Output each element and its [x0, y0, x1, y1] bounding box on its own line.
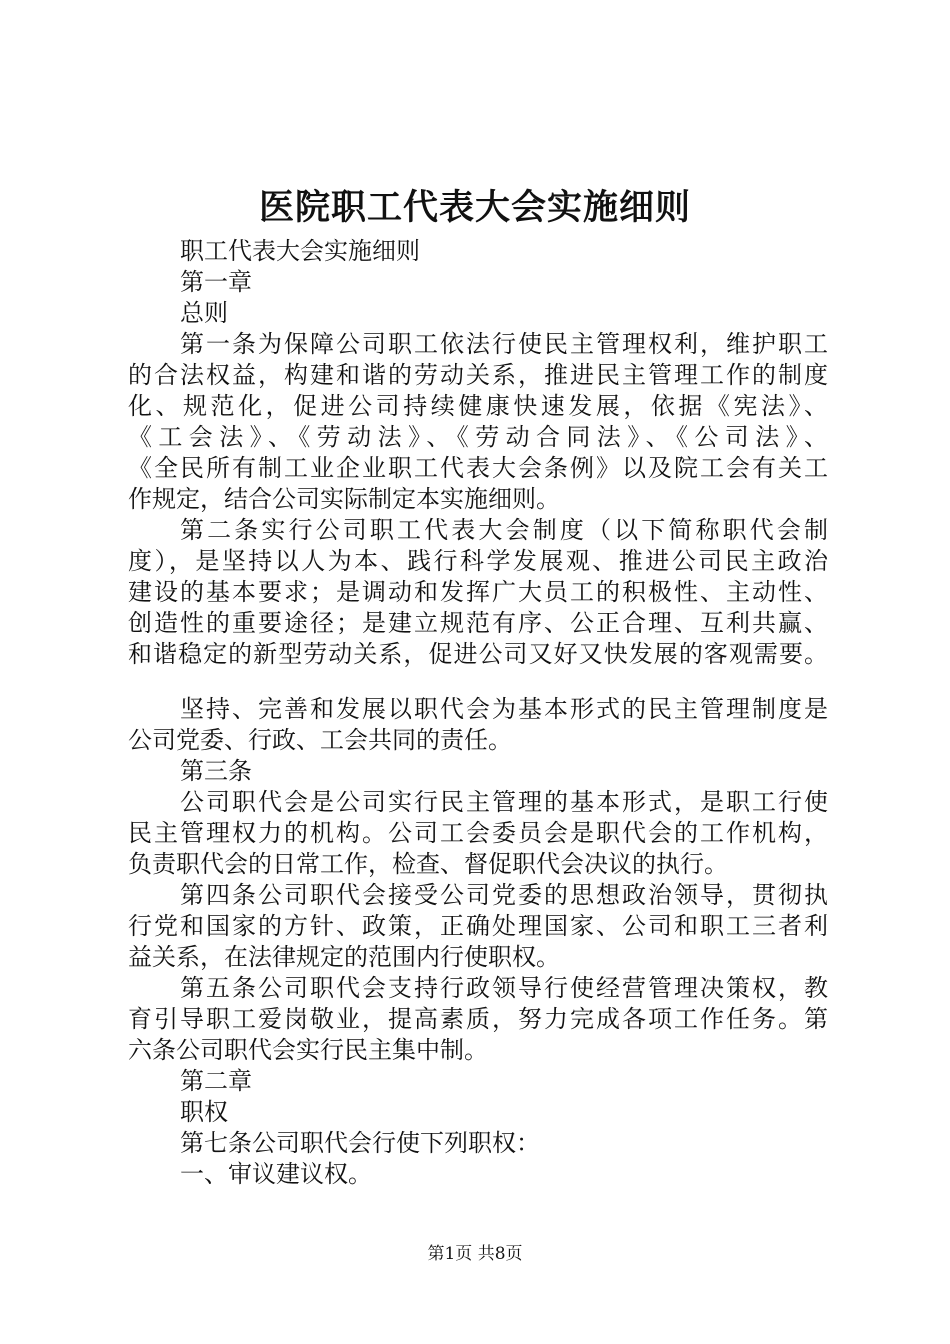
section-heading: 总则 — [180, 299, 228, 327]
paragraph-line: 《全民所有制工业企业职工代表大会条例》以及院工会有关工 — [128, 454, 828, 482]
paragraph-line: 作规定，结合公司实际制定本实施细则。 — [128, 485, 560, 513]
paragraph-line: 益关系，在法律规定的范围内行使职权。 — [128, 943, 560, 971]
paragraph-line: 化、规范化，促进公司持续健康快速发展，依据《宪法》、 — [128, 392, 828, 420]
list-item: 一、审议建议权。 — [180, 1160, 372, 1188]
paragraph-line: 的合法权益，构建和谐的劳动关系，推进民主管理工作的制度 — [128, 361, 828, 389]
paragraph-line: 第四条公司职代会接受公司党委的思想政治领导，贯彻执 — [180, 881, 828, 909]
subtitle-line: 职工代表大会实施细则 — [180, 237, 420, 265]
section-heading: 职权 — [180, 1098, 228, 1126]
chapter-heading: 第一章 — [180, 268, 252, 296]
document-title: 医院职工代表大会实施细则 — [258, 187, 691, 228]
paragraph-line: 民主管理权力的机构。公司工会委员会是职代会的工作机构， — [128, 819, 828, 847]
paragraph-line: 育引导职工爱岗敬业，提高素质，努力完成各项工作任务。第 — [128, 1005, 828, 1033]
paragraph-line: 度），是坚持以人为本、践行科学发展观、推进公司民主政治 — [128, 547, 828, 575]
paragraph-line: 《工会法》、《劳动法》、《劳动合同法》、《公司法》、 — [128, 423, 828, 451]
paragraph-line: 公司职代会是公司实行民主管理的基本形式，是职工行使 — [180, 788, 828, 816]
paragraph-line: 六条公司职代会实行民主集中制。 — [128, 1036, 488, 1064]
paragraph-line: 建设的基本要求；是调动和发挥广大员工的积极性、主动性、 — [128, 578, 828, 606]
document-body — [128, 236, 828, 1190]
article-heading: 第七条公司职代会行使下列职权： — [180, 1129, 540, 1157]
paragraph-line: 行党和国家的方针、政策，正确处理国家、公司和职工三者利 — [128, 912, 828, 940]
paragraph-spacer — [128, 670, 828, 694]
paragraph-line: 第五条公司职代会支持行政领导行使经营管理决策权，教 — [180, 974, 828, 1002]
paragraph-line: 第二条实行公司职工代表大会制度（以下简称职代会制 — [180, 516, 828, 544]
page-footer: 第1页 共8页 — [427, 1244, 523, 1264]
paragraph-line: 第一条为保障公司职工依法行使民主管理权利，维护职工 — [180, 330, 828, 358]
paragraph-line: 创造性的重要途径；是建立规范有序、公正合理、互利共赢、 — [128, 609, 828, 637]
paragraph-line: 坚持、完善和发展以职代会为基本形式的民主管理制度是 — [180, 695, 828, 723]
paragraph-line: 和谐稳定的新型劳动关系，促进公司又好又快发展的客观需要。 — [128, 640, 828, 668]
paragraph-line: 公司党委、行政、工会共同的责任。 — [128, 726, 512, 754]
paragraph-line: 负责职代会的日常工作，检查、督促职代会决议的执行。 — [128, 850, 728, 878]
article-heading: 第三条 — [180, 757, 252, 785]
chapter-heading: 第二章 — [180, 1067, 252, 1095]
